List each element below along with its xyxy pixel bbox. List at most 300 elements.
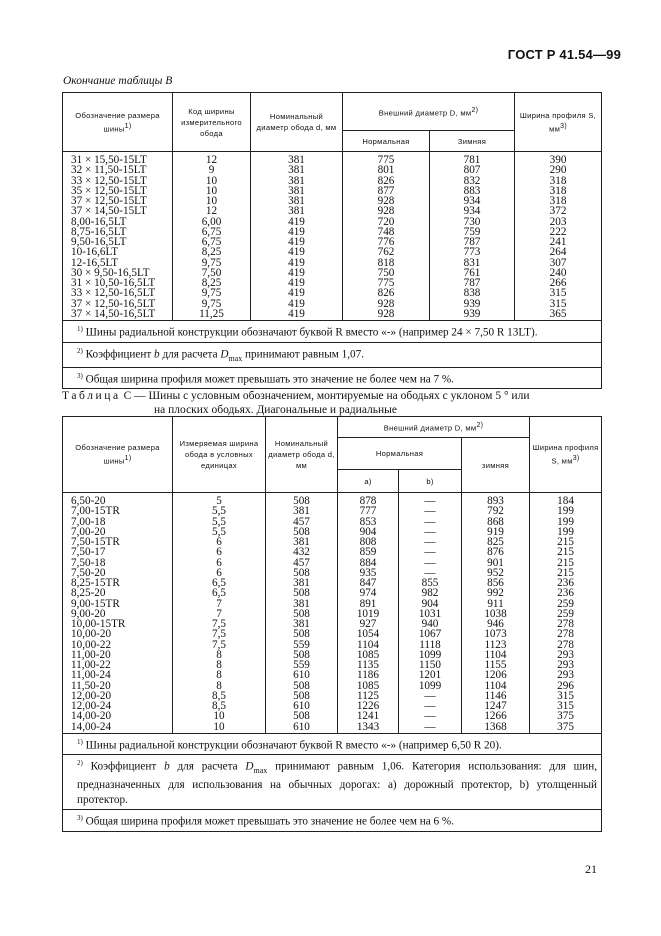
header-c-nominal-diameter: Номинальный диаметр обода d, мм — [266, 417, 338, 493]
table-cell: 934 — [430, 196, 515, 206]
table-cell: 7 — [173, 609, 266, 619]
tire-size-cell: 8,25-20 — [63, 588, 173, 598]
table-cell: 222 — [515, 227, 602, 237]
table-row — [63, 237, 602, 247]
table-cell: 12 — [173, 152, 251, 166]
table-row — [63, 493, 602, 507]
table-cell: 1019 — [338, 609, 399, 619]
table-cell: 6 — [173, 568, 266, 578]
table-cell: 10 — [173, 196, 251, 206]
table-cell: 365 — [515, 309, 602, 321]
table-cell: 457 — [266, 517, 338, 527]
tire-size-cell: 11,00-20 — [63, 650, 173, 660]
table-cell: 832 — [430, 176, 515, 186]
table-row — [63, 670, 602, 680]
table-cell: 730 — [430, 217, 515, 227]
table-cell: 868 — [462, 517, 530, 527]
table-cell: 6,00 — [173, 217, 251, 227]
tire-size-cell: 10,00-22 — [63, 640, 173, 650]
tire-size-cell: 37 × 12,50-16,5LT — [63, 299, 173, 309]
table-cell: 11,25 — [173, 309, 251, 321]
table-c-footnote-3: $^{3)}$ Общая ширина профиля может превышать это значение не более чем на 6 %. — [63, 810, 602, 832]
table-c — [62, 416, 602, 832]
header-rim-code: Код ширины измерительного обода — [173, 93, 251, 152]
table-cell: 1201 — [399, 670, 462, 680]
table-cell: — — [399, 517, 462, 527]
table-cell: 419 — [251, 278, 343, 288]
table-cell: 847 — [338, 578, 399, 588]
table-cell: 381 — [266, 578, 338, 588]
table-cell: 381 — [251, 176, 343, 186]
table-b — [62, 92, 602, 389]
table-b-footnote-3: $^{3)}$ Общая ширина профиля может превышать это значение не более чем на 7 %. — [63, 367, 602, 389]
table-cell: 928 — [343, 309, 430, 321]
table-row — [63, 701, 602, 711]
table-cell: 9,75 — [173, 299, 251, 309]
table-cell: 6,5 — [173, 588, 266, 598]
tire-size-cell: 8,75-16,5LT — [63, 227, 173, 237]
table-cell: 5,5 — [173, 527, 266, 537]
table-cell: 419 — [251, 258, 343, 268]
table-cell: 928 — [343, 196, 430, 206]
tire-size-cell: 7,50-17 — [63, 547, 173, 557]
table-cell: 6 — [173, 537, 266, 547]
table-cell: 10 — [173, 711, 266, 721]
table-cell: 508 — [266, 527, 338, 537]
table-cell: 419 — [251, 268, 343, 278]
table-cell: 290 — [515, 165, 602, 175]
table-cell: 792 — [462, 506, 530, 516]
table-cell: 7,5 — [173, 640, 266, 650]
table-row — [63, 722, 602, 734]
table-cell: 7,5 — [173, 629, 266, 639]
table-cell: 508 — [266, 711, 338, 721]
table-b-caption: Окончание таблицы B — [63, 75, 173, 87]
table-cell: 6,75 — [173, 227, 251, 237]
table-cell: 264 — [515, 247, 602, 257]
table-cell: 1146 — [462, 691, 530, 701]
table-cell: 315 — [515, 288, 602, 298]
table-cell: 750 — [343, 268, 430, 278]
header-normal: Нормальная — [343, 131, 430, 152]
table-row — [63, 309, 602, 321]
table-cell: 825 — [462, 537, 530, 547]
tire-size-cell: 11,00-24 — [63, 670, 173, 680]
tire-size-cell: 7,00-18 — [63, 517, 173, 527]
header-c-designation: Обозначение размера шины$^{1)}$ — [63, 417, 173, 493]
header-c-winter: зимняя — [462, 438, 530, 493]
table-row — [63, 660, 602, 670]
table-cell: 419 — [251, 299, 343, 309]
header-c-outer-diameter: Внешний диаметр D, $мм^{2)}$ — [338, 417, 530, 438]
tire-size-cell: 6,50-20 — [63, 493, 173, 507]
table-cell: 236 — [530, 578, 602, 588]
header-winter: Зимняя — [430, 131, 515, 152]
table-cell: 8 — [173, 650, 266, 660]
table-row — [63, 588, 602, 598]
table-cell: 877 — [343, 186, 430, 196]
tire-size-cell: 9,00-20 — [63, 609, 173, 619]
table-cell: 901 — [462, 558, 530, 568]
table-cell: 610 — [266, 670, 338, 680]
table-cell: 919 — [462, 527, 530, 537]
tire-size-cell: 32 × 11,50-15LT — [63, 165, 173, 175]
table-cell: 9 — [173, 165, 251, 175]
header-nominal-diameter: Номинальный диаметр обода d, мм — [251, 93, 343, 152]
table-cell: 939 — [430, 309, 515, 321]
table-cell: 9,75 — [173, 258, 251, 268]
table-cell: 8,25 — [173, 247, 251, 257]
table-cell: 934 — [430, 206, 515, 216]
table-cell: 6,5 — [173, 578, 266, 588]
table-cell: 787 — [430, 278, 515, 288]
table-cell: 826 — [343, 288, 430, 298]
table-cell: 1067 — [399, 629, 462, 639]
table-cell: 296 — [530, 681, 602, 691]
tire-size-cell: 31 × 10,50-16,5LT — [63, 278, 173, 288]
table-cell: 974 — [338, 588, 399, 598]
table-cell: 432 — [266, 547, 338, 557]
table-b-footnote-2: $^{2)}$ Коэффициент b для расчета $D_{max}$ принимают равным 1,07. — [63, 342, 602, 367]
table-cell: — — [399, 558, 462, 568]
table-cell: 807 — [430, 165, 515, 175]
table-row — [63, 217, 602, 227]
table-cell: 419 — [251, 237, 343, 247]
table-cell: 927 — [338, 619, 399, 629]
table-cell: 775 — [343, 152, 430, 166]
table-row — [63, 527, 602, 537]
header-c-normal-a: а) — [338, 470, 399, 493]
table-cell: 7,50 — [173, 268, 251, 278]
table-cell: 278 — [530, 619, 602, 629]
table-cell: 10 — [173, 186, 251, 196]
table-cell: 419 — [251, 309, 343, 321]
table-cell: 215 — [530, 537, 602, 547]
table-cell: 372 — [515, 206, 602, 216]
table-row — [63, 599, 602, 609]
table-cell: 508 — [266, 588, 338, 598]
table-c-footnote-2: $^{2)}$ Коэффициент b для расчета $D_{max}$ принимают равным 1,06. Категория использования: для шин, предназначенных для использования на обычных дорогах: а) дорожный протектор, b) утолщенный протектор. — [63, 755, 602, 810]
table-cell: 1343 — [338, 722, 399, 734]
table-cell: 236 — [530, 588, 602, 598]
table-cell: 787 — [430, 237, 515, 247]
table-b-body — [63, 152, 602, 321]
table-cell: 6 — [173, 558, 266, 568]
table-c-body — [63, 493, 602, 734]
table-cell: 1031 — [399, 609, 462, 619]
table-cell: — — [399, 711, 462, 721]
table-row — [63, 650, 602, 660]
table-cell: 381 — [266, 506, 338, 516]
table-cell: 559 — [266, 640, 338, 650]
table-cell: 457 — [266, 558, 338, 568]
table-cell: 7 — [173, 599, 266, 609]
table-cell: — — [399, 691, 462, 701]
tire-size-cell: 7,00-15TR — [63, 506, 173, 516]
header-c-normal: Нормальная — [338, 438, 462, 470]
table-cell: 6 — [173, 547, 266, 557]
table-cell: 1247 — [462, 701, 530, 711]
table-cell: 1125 — [338, 691, 399, 701]
table-cell: 240 — [515, 268, 602, 278]
table-cell: 838 — [430, 288, 515, 298]
tire-size-cell: 11,50-20 — [63, 681, 173, 691]
tire-size-cell: 7,50-15TR — [63, 537, 173, 547]
table-row — [63, 152, 602, 166]
table-cell: 5 — [173, 493, 266, 507]
table-cell: — — [399, 537, 462, 547]
table-cell: 878 — [338, 493, 399, 507]
header-c-normal-b: b) — [399, 470, 462, 493]
table-cell: 762 — [343, 247, 430, 257]
table-cell: 8 — [173, 660, 266, 670]
table-cell: 8,5 — [173, 701, 266, 711]
document-code: ГОСТ Р 41.54—99 — [507, 47, 621, 62]
table-cell: — — [399, 506, 462, 516]
table-cell: 419 — [251, 247, 343, 257]
table-cell: 928 — [343, 206, 430, 216]
tire-size-cell: 35 × 12,50-15LT — [63, 186, 173, 196]
table-cell: 381 — [251, 165, 343, 175]
table-row — [63, 206, 602, 216]
table-row — [63, 165, 602, 175]
table-cell: 1085 — [338, 681, 399, 691]
table-row — [63, 640, 602, 650]
table-cell: 1118 — [399, 640, 462, 650]
table-row — [63, 506, 602, 516]
table-cell: 818 — [343, 258, 430, 268]
tire-size-cell: 7,50-18 — [63, 558, 173, 568]
table-cell: 939 — [430, 299, 515, 309]
table-cell: 831 — [430, 258, 515, 268]
table-cell: 293 — [530, 670, 602, 680]
table-cell: 826 — [343, 176, 430, 186]
table-cell: 419 — [251, 217, 343, 227]
table-cell: 259 — [530, 609, 602, 619]
tire-size-cell: 10,00-20 — [63, 629, 173, 639]
table-cell: 508 — [266, 691, 338, 701]
table-row — [63, 711, 602, 721]
table-cell: 748 — [343, 227, 430, 237]
table-cell: 9,75 — [173, 288, 251, 298]
table-cell: 8 — [173, 670, 266, 680]
tire-size-cell: 37 × 14,50-15LT — [63, 206, 173, 216]
table-cell: — — [399, 701, 462, 711]
table-cell: 883 — [430, 186, 515, 196]
table-cell: 508 — [266, 568, 338, 578]
table-cell: 904 — [338, 527, 399, 537]
tire-size-cell: 12,00-20 — [63, 691, 173, 701]
table-cell: 1186 — [338, 670, 399, 680]
header-c-profile-width: Ширина профиля S, $мм^{3)}$ — [530, 417, 602, 493]
page-number: 21 — [585, 862, 597, 876]
table-cell: — — [399, 722, 462, 734]
table-cell: 315 — [515, 299, 602, 309]
table-cell: 1073 — [462, 629, 530, 639]
table-cell: 8,25 — [173, 278, 251, 288]
table-row — [63, 578, 602, 588]
table-row — [63, 288, 602, 298]
table-cell: — — [399, 527, 462, 537]
tire-size-cell: 37 × 14,50-16,5LT — [63, 309, 173, 321]
table-cell: 610 — [266, 722, 338, 734]
table-c-caption: Таблица C — Шины с условным обозначением, монтируемые на ободьях с уклоном 5 ° или на плоских ободьях. Диагональные и радиальные — [62, 390, 530, 416]
table-cell: 203 — [515, 217, 602, 227]
table-cell: 508 — [266, 681, 338, 691]
table-cell: 6,75 — [173, 237, 251, 247]
table-cell: 952 — [462, 568, 530, 578]
table-cell: 1038 — [462, 609, 530, 619]
table-cell: 278 — [530, 640, 602, 650]
tire-size-cell: 14,00-24 — [63, 722, 173, 734]
table-cell: 508 — [266, 493, 338, 507]
header-c-rim-width: Измеряемая ширина обода в условных единицах — [173, 417, 266, 493]
table-cell: 853 — [338, 517, 399, 527]
table-cell: 293 — [530, 660, 602, 670]
table-cell: 610 — [266, 701, 338, 711]
table-cell: 381 — [266, 537, 338, 547]
table-row — [63, 227, 602, 237]
table-b-footnote-1: $^{1)}$ Шины радиальной конструкции обозначают буквой R вместо «-» (например 24 × 7,50 R 13LT). — [63, 321, 602, 343]
table-cell: 1104 — [462, 681, 530, 691]
tire-size-cell: 11,00-22 — [63, 660, 173, 670]
tire-size-cell: 12,00-24 — [63, 701, 173, 711]
table-row — [63, 247, 602, 257]
table-cell: 215 — [530, 558, 602, 568]
table-cell: 559 — [266, 660, 338, 670]
table-cell: 777 — [338, 506, 399, 516]
table-cell: 266 — [515, 278, 602, 288]
table-cell: 859 — [338, 547, 399, 557]
table-cell: 1155 — [462, 660, 530, 670]
table-cell: 259 — [530, 599, 602, 609]
table-cell: 761 — [430, 268, 515, 278]
table-cell: 278 — [530, 629, 602, 639]
table-cell: 8,5 — [173, 691, 266, 701]
table-cell: 893 — [462, 493, 530, 507]
table-cell: 315 — [530, 701, 602, 711]
table-cell: 293 — [530, 650, 602, 660]
table-cell: 307 — [515, 258, 602, 268]
table-cell: — — [399, 493, 462, 507]
table-row — [63, 619, 602, 629]
tire-size-cell: 33 × 12,50-16,5LT — [63, 288, 173, 298]
tire-size-cell: 31 × 15,50-15LT — [63, 152, 173, 166]
table-row — [63, 517, 602, 527]
table-cell: 12 — [173, 206, 251, 216]
tire-size-cell: 9,50-16,5LT — [63, 237, 173, 247]
tire-size-cell: 12-16,5LT — [63, 258, 173, 268]
tire-size-cell: 7,50-20 — [63, 568, 173, 578]
table-cell: 390 — [515, 152, 602, 166]
table-row — [63, 558, 602, 568]
table-cell: 1104 — [462, 650, 530, 660]
table-cell: 7,5 — [173, 619, 266, 629]
table-cell: 318 — [515, 196, 602, 206]
header-profile-width: Ширина профиля S, $мм^{3)}$ — [515, 93, 602, 152]
table-cell: 381 — [251, 186, 343, 196]
tire-size-cell: 7,00-20 — [63, 527, 173, 537]
table-cell: 5,5 — [173, 506, 266, 516]
table-cell: 801 — [343, 165, 430, 175]
table-cell: 1368 — [462, 722, 530, 734]
table-cell: 419 — [251, 288, 343, 298]
table-cell: 381 — [251, 206, 343, 216]
table-cell: 315 — [530, 691, 602, 701]
table-cell: 381 — [266, 619, 338, 629]
table-cell: 5,5 — [173, 517, 266, 527]
table-cell: 1150 — [399, 660, 462, 670]
table-cell: 1226 — [338, 701, 399, 711]
table-cell: 911 — [462, 599, 530, 609]
table-cell: 884 — [338, 558, 399, 568]
table-cell: 1104 — [338, 640, 399, 650]
table-cell: 808 — [338, 537, 399, 547]
table-cell: 781 — [430, 152, 515, 166]
table-cell: 508 — [266, 629, 338, 639]
table-cell: 1099 — [399, 681, 462, 691]
table-row — [63, 629, 602, 639]
table-cell: 946 — [462, 619, 530, 629]
table-cell: 1085 — [338, 650, 399, 660]
table-cell: 1266 — [462, 711, 530, 721]
table-cell: 1135 — [338, 660, 399, 670]
table-row — [63, 691, 602, 701]
table-cell: 940 — [399, 619, 462, 629]
table-cell: 856 — [462, 578, 530, 588]
header-outer-diameter: Внешний диаметр D, $мм^{2)}$ — [343, 93, 515, 131]
tire-size-cell: 10,00-15TR — [63, 619, 173, 629]
table-cell: 215 — [530, 568, 602, 578]
table-cell: 1206 — [462, 670, 530, 680]
table-row — [63, 609, 602, 619]
table-cell: 876 — [462, 547, 530, 557]
table-row — [63, 568, 602, 578]
table-cell: 928 — [343, 299, 430, 309]
table-cell: — — [399, 547, 462, 557]
table-cell: 199 — [530, 517, 602, 527]
table-row — [63, 681, 602, 691]
header-designation: Обозначение размера шины$^{1)}$ — [63, 93, 173, 152]
table-cell: 720 — [343, 217, 430, 227]
table-cell: 381 — [266, 599, 338, 609]
table-cell: 8 — [173, 681, 266, 691]
table-cell: 891 — [338, 599, 399, 609]
tire-size-cell: 8,00-16,5LT — [63, 217, 173, 227]
table-row — [63, 537, 602, 547]
table-cell: 759 — [430, 227, 515, 237]
table-cell: 1123 — [462, 640, 530, 650]
table-cell: 775 — [343, 278, 430, 288]
table-cell: 982 — [399, 588, 462, 598]
tire-size-cell: 10-16,6LT — [63, 247, 173, 257]
table-cell: 215 — [530, 547, 602, 557]
table-cell: 419 — [251, 227, 343, 237]
tire-size-cell: 37 × 12,50-15LT — [63, 196, 173, 206]
table-c-footnote-1: $^{1)}$ Шины радиальной конструкции обозначают буквой R вместо «-» (например 6,50 R 20). — [63, 733, 602, 755]
table-cell: 855 — [399, 578, 462, 588]
table-cell: 375 — [530, 711, 602, 721]
table-cell: 199 — [530, 506, 602, 516]
table-cell: 508 — [266, 609, 338, 619]
table-cell: 241 — [515, 237, 602, 247]
table-cell: 992 — [462, 588, 530, 598]
table-cell: 381 — [251, 196, 343, 206]
table-cell: 773 — [430, 247, 515, 257]
table-cell: 1241 — [338, 711, 399, 721]
table-cell: 10 — [173, 722, 266, 734]
table-cell: 508 — [266, 650, 338, 660]
